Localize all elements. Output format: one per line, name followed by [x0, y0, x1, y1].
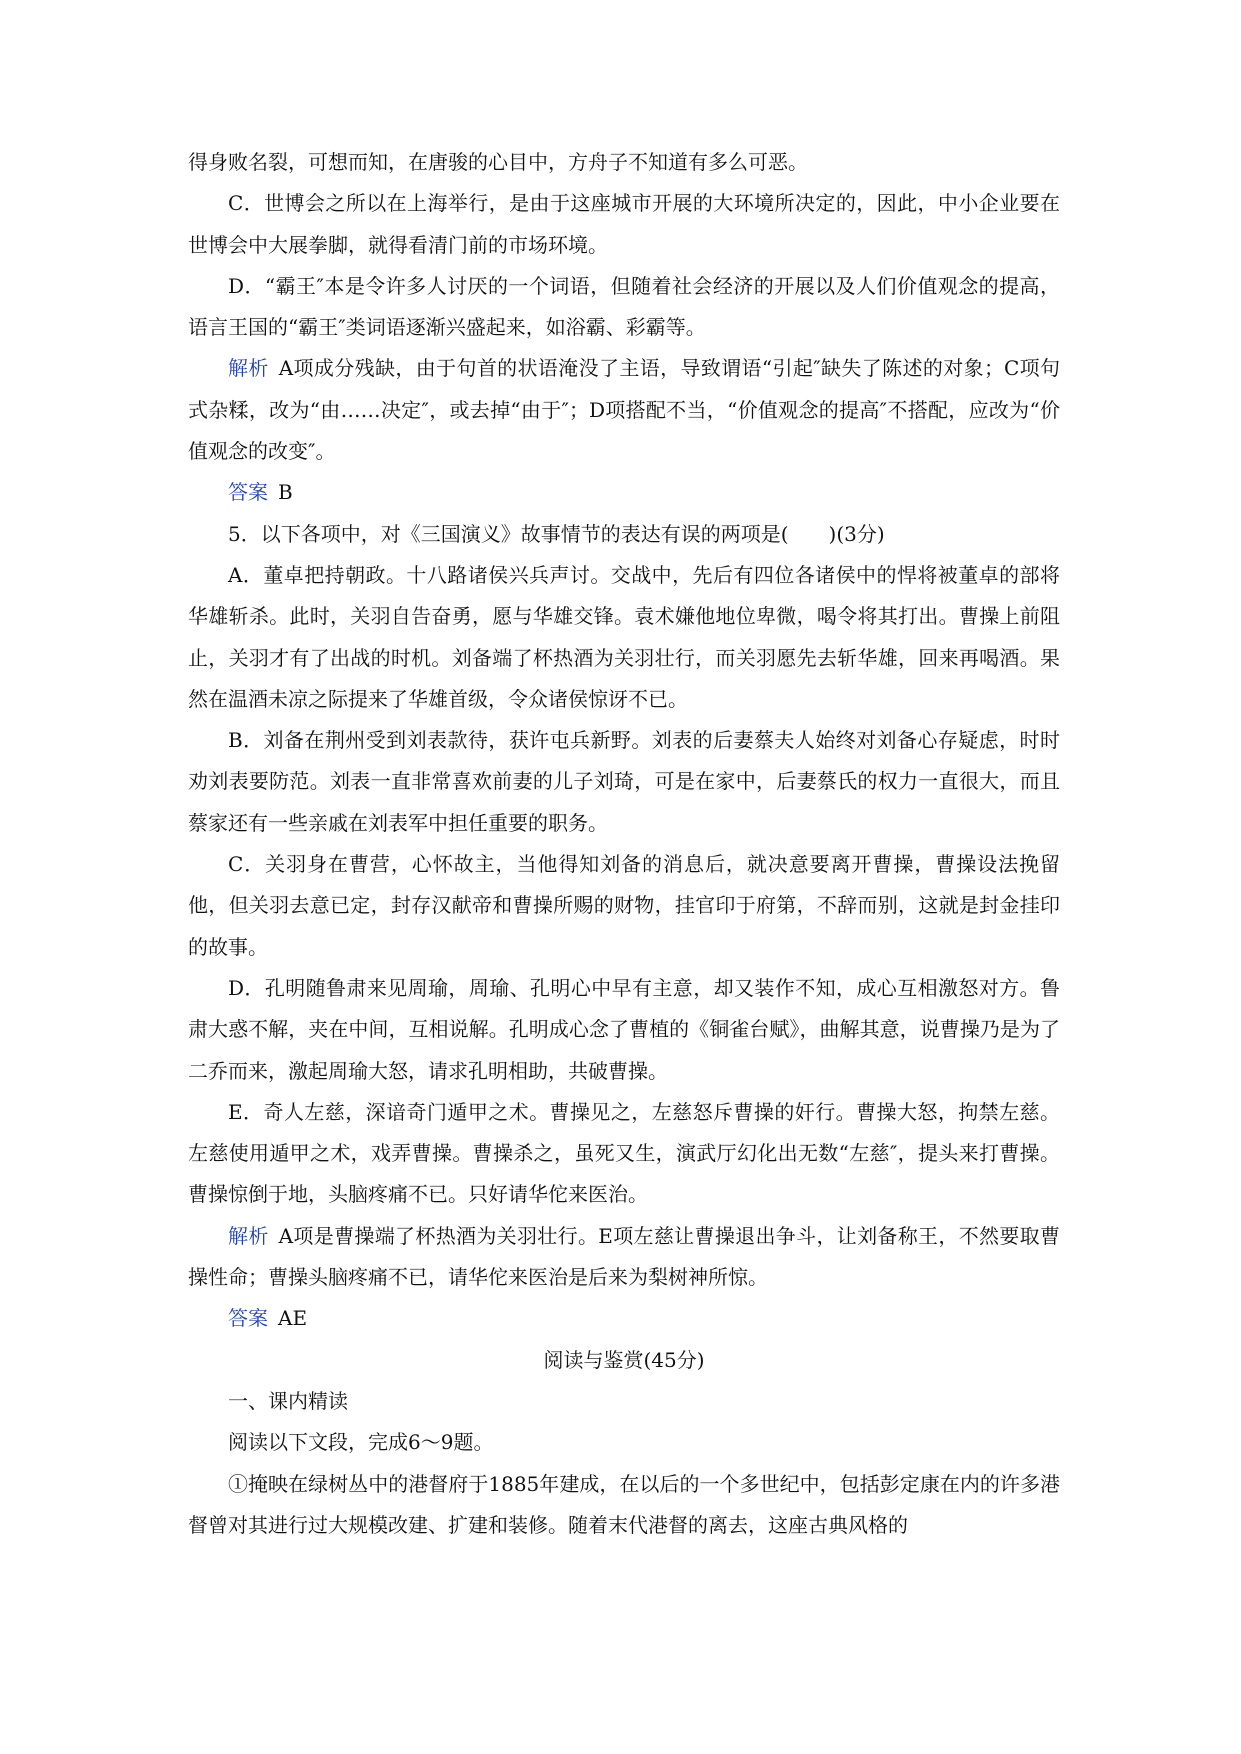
question-5-option-b: B．刘备在荆州受到刘表款待，获许屯兵新野。刘表的后妻蔡夫人始终对刘备心存疑虑，时时劝刘表要防范。刘表一直非常喜欢前妻的儿子刘琦，可是在家中，后妻蔡氏的权力一直很大，而且蔡家还有一些亲戚在刘表军中担任重要的职务。: [188, 728, 1060, 835]
answer-text: B: [278, 480, 293, 505]
analysis-text: A项是曹操端了杯热酒为关羽壮行。E项左慈让曹操退出争斗，让刘备称王，不然要取曹操性命；曹操头脑疼痛不已，请华佗来医治是后来为梨树神所惊。: [188, 1223, 1061, 1290]
document-page: [188, 142, 1060, 1546]
analysis-label: 解析: [228, 1223, 269, 1248]
section-heading: 阅读与鉴赏(45分): [543, 1347, 705, 1372]
answer-text: AE: [278, 1306, 308, 1331]
reading-instruction: 阅读以下文段，完成6～9题。: [228, 1430, 494, 1455]
subsection-heading: 一、课内精读: [228, 1388, 348, 1413]
option-c-paragraph: C．世博会之所以在上海举行，是由于这座城市开展的大环境所决定的，因此，中小企业要在世博会中大展拳脚，就得看清门前的市场环境。: [188, 191, 1060, 257]
paragraph-continuation: 得身败名裂，可想而知，在唐骏的心目中，方舟子不知道有多么可恶。: [188, 150, 808, 174]
question-5-option-a: A．董卓把持朝政。十八路诸侯兴兵声讨。交战中，先后有四位各诸侯中的悍将被董卓的部将华雄斩杀。此时，关羽自告奋勇，愿与华雄交锋。袁术嫌他地位卑微，喝令将其打出。曹操上前阻止，关羽才有了出战的时机。刘备端了杯热酒为关羽壮行，而关羽愿先去斩华雄，回来再喝酒。果然在温酒未凉之际提来了华雄首级，令众诸侯惊讶不已。: [188, 562, 1060, 711]
answer-paragraph-5: [188, 1298, 1060, 1339]
reading-passage: ①掩映在绿树丛中的港督府于1885年建成，在以后的一个多世纪中，包括彭定康在内的许多港督曾对其进行过大规模改建、扩建和装修。随着末代港督的离去，这座古典风格的: [188, 1471, 1060, 1537]
analysis-text: A项成分残缺，由于句首的状语淹没了主语，导致谓语“引起″缺失了陈述的对象；C项句式杂糅，改为“由……决定″，或去掉“由于″；D项搭配不当，“价值观念的提高″不搭配，应改为“价值观念的改变″。: [188, 356, 1060, 464]
question-5-option-e: E．奇人左慈，深谙奇门遁甲之术。曹操见之，左慈怒斥曹操的奸行。曹操大怒，拘禁左慈。左慈使用遁甲之术，戏弄曹操。曹操杀之，虽死又生，演武厅幻化出无数“左慈″，提头来打曹操。曹操惊倒于地，头脑疼痛不已。只好请华佗来医治。: [188, 1099, 1060, 1207]
answer-paragraph-4: [188, 472, 1060, 513]
analysis-paragraph-5: [188, 1216, 1060, 1299]
answer-label: 答案: [228, 480, 268, 505]
answer-label: 答案: [228, 1306, 268, 1331]
question-5-option-c: C．关羽身在曹营，心怀故主，当他得知刘备的消息后，就决意要离开曹操，曹操设法挽留他，但关羽去意已定，封存汉献帝和曹操所赐的财物，挂官印于府第，不辞而别，这就是封金挂印的故事。: [188, 852, 1060, 959]
option-d-paragraph: D．“霸王″本是令许多人讨厌的一个词语，但随着社会经济的开展以及人们价值观念的提高，语言王国的“霸王″类词语逐渐兴盛起来，如浴霸、彩霸等。: [188, 273, 1060, 340]
question-5-option-d: D．孔明随鲁肃来见周瑜，周瑜、孔明心中早有主意，却又装作不知，成心互相激怒对方。鲁肃大惑不解，夹在中间，互相说解。孔明成心念了曹植的《铜雀台赋》，曲解其意，说曹操乃是为了二乔而来，激起周瑜大怒，请求孔明相助，共破曹操。: [188, 975, 1060, 1083]
analysis-label: 解析: [228, 356, 269, 381]
analysis-paragraph-4: [188, 348, 1060, 472]
question-5: 5．以下各项中，对《三国演义》故事情节的表达有误的两项是( )(3分): [228, 521, 885, 546]
